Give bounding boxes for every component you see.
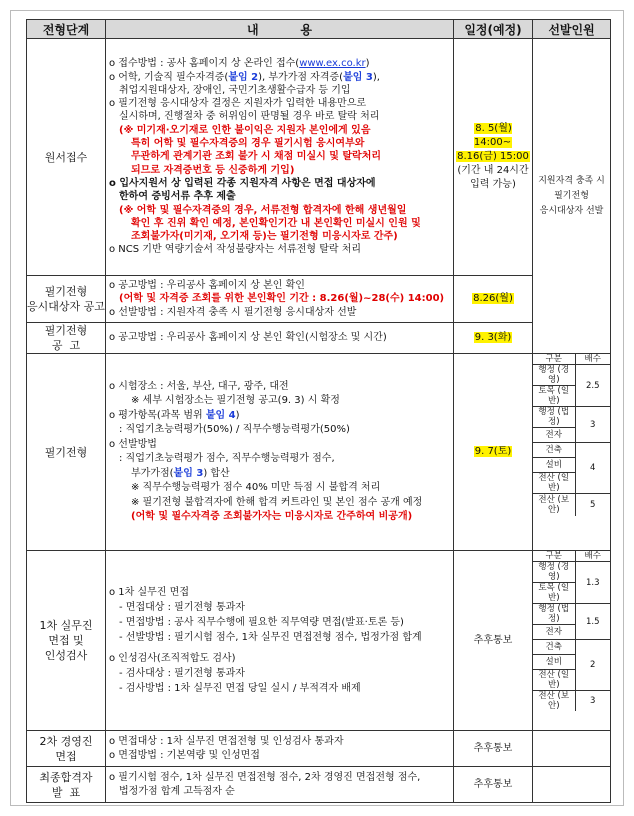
recruitment-schedule-table (26, 19, 611, 803)
content-exam-notice: o 공고방법 : 우리공사 홈페이지 상 본인 확인(시험장소 및 시간) (106, 323, 454, 354)
ratio-admin-civil: 2.5 (575, 365, 610, 407)
header-stage: 전형단계 (27, 20, 106, 39)
ratio-it-security: 5 (575, 494, 610, 517)
stage-exam-notice: 필기전형 공 고 (27, 323, 106, 354)
row-interview2 (27, 731, 611, 767)
row-application (27, 39, 611, 276)
content-application: o 접수방법 : 공사 홈페이지 상 온라인 접수(www.ex.co.kr) o 어학, 기술직 필수자격증(붙임 2), 부가가점 자격증(붙임 3), 취업지원대상자, 장애인, 국민기초생활수급자 등 기입 o 필기전형 응시대상자 결정은 지원자가 입력한 내용만으로 실시하며, 진행절차 중 허위임이 판명될 경우 바로 탈락 처리 (※ 미기재·오기재로 인한 불이익은 지원자 본인에게 있음 특히 어학 및 필수자격증의 경우 필기시험 응시여부와 무관하게 관계기관 조회 불가 시 채점 미실시 및 탈락처리 되므로 자격증번호 등 신중하게 기입) o 입사지원서 상 입력된 각종 지원자격 사항은 면접 대상자에 한하여 증빙서류 추후 제출 (※ 어학 및 필수자격증의 경우, 서류전형 합격자에 한해 생년월일 확인 후 진위 확인 예정, 본인확인기간 내 본인확인 미실시 인원 및 조회불가자(미기재, 오기재 등)는 필기전형 미응시자로 간주) o NCS 기반 역량기술서 작성불량자는 서류전형 탈락 처리 (106, 39, 454, 276)
table-header-row (27, 20, 611, 39)
header-schedule: 일정(예정) (454, 20, 533, 39)
ratio-written-exam: 구분 배수 행정 (경영) 2.5 토목 (일반) 행정 (법정) 3 전자 건축 4 설비 전산 (일반) 전산 (보안) 5 (533, 354, 611, 551)
stage-written-notice: 필기전형 응시대상자 공고 (27, 276, 106, 323)
schedule-interview1: 추후통보 (454, 551, 533, 731)
content-interview1: o 1차 실무진 면접 - 면접대상 : 필기전형 통과자 - 면접방법 : 공사 직무수행에 필요한 직무역량 면접(발표·토론 등) - 선발방법 : 필기시험 점수, 1차 실무진 면접전형 점수, 법정가점 합계 o 인성검사(조직적합도 검사) - 검사대상 : 필기전형 통과자 - 검사방법 : 1차 실무진 면접 당일 실시 / 부적격자 배제 (106, 551, 454, 731)
ratio-arch-mech-it: 4 (575, 443, 610, 494)
row-interview1 (27, 551, 611, 731)
row-exam-notice (27, 323, 611, 354)
stage-final: 최종합격자 발 표 (27, 767, 106, 803)
header-content: 내 용 (106, 20, 454, 39)
content-written-notice: o 공고방법 : 우리공사 홈페이지 상 본인 확인 (어학 및 자격증 조회를 위한 본인확인 기간 : 8.26(월)~28(수) 14:00) o 선발방법 : 지원자격 충족 시 필기전형 응시대상자 선발 (106, 276, 454, 323)
content-interview2: o 면접대상 : 1차 실무진 면접전형 및 인성검사 통과자 o 면접방법 : 기본역량 및 인성면접 (106, 731, 454, 767)
ratio-interview1: 구분 배수 행정 (경영) 1.3 토목 (일반) 행정 (법정) 1.5 전자 건축 2 설비 전산 (일반) 전산 (보안) 3 (533, 551, 611, 731)
stage-written-exam: 필기전형 (27, 354, 106, 551)
ratio-law-electronics: 3 (575, 407, 610, 443)
row-written-exam (27, 354, 611, 551)
schedule-application: 8. 5(월) 14:00~ 8.16(금) 15:00 (기간 내 24시간 입력 가능) (454, 39, 533, 276)
schedule-interview2: 추후통보 (454, 731, 533, 767)
stage-application: 원서접수 (27, 39, 106, 276)
selection-interview2 (533, 731, 611, 767)
selection-note: 지원자격 충족 시 필기전형 응시대상자 선발 (533, 39, 611, 354)
selection-final (533, 767, 611, 803)
content-written-exam: o 시험장소 : 서울, 부산, 대구, 광주, 대전 ※ 세부 시험장소는 필기전형 공고(9. 3) 시 확정 o 평가항목(과목 범위 붙임 4) : 직업기초능력평가(50%) / 직무수행능력평가(50%) o 선발방법 : 직업기초능력평가 점수, 직무수행능력평가 점수, 부가가점(붙임 3) 합산 ※ 직무수행능력평가 점수 40% 미만 득점 시 불합격 처리 ※ 필기전형 불합격자에 한해 합격 커트라인 및 본인 점수 공개 예정 (어학 및 필수자격증 조회불가자는 미응시자로 간주하여 비공개) (106, 354, 454, 551)
stage-interview2: 2차 경영진 면접 (27, 731, 106, 767)
homepage-link[interactable]: www.ex.co.kr (299, 58, 366, 70)
schedule-written-notice: 8.26(월) (454, 276, 533, 323)
content-final: o 필기시험 점수, 1차 실무진 면접전형 점수, 2차 경영진 면접전형 점수, 법정가점 합계 고득점자 순 (106, 767, 454, 803)
header-selection: 선발인원 (533, 20, 611, 39)
schedule-final: 추후통보 (454, 767, 533, 803)
schedule-written-exam: 9. 7(토) (454, 354, 533, 551)
stage-interview1: 1차 실무진 면접 및 인성검사 (27, 551, 106, 731)
row-written-notice (27, 276, 611, 323)
row-final (27, 767, 611, 803)
schedule-exam-notice: 9. 3(화) (454, 323, 533, 354)
